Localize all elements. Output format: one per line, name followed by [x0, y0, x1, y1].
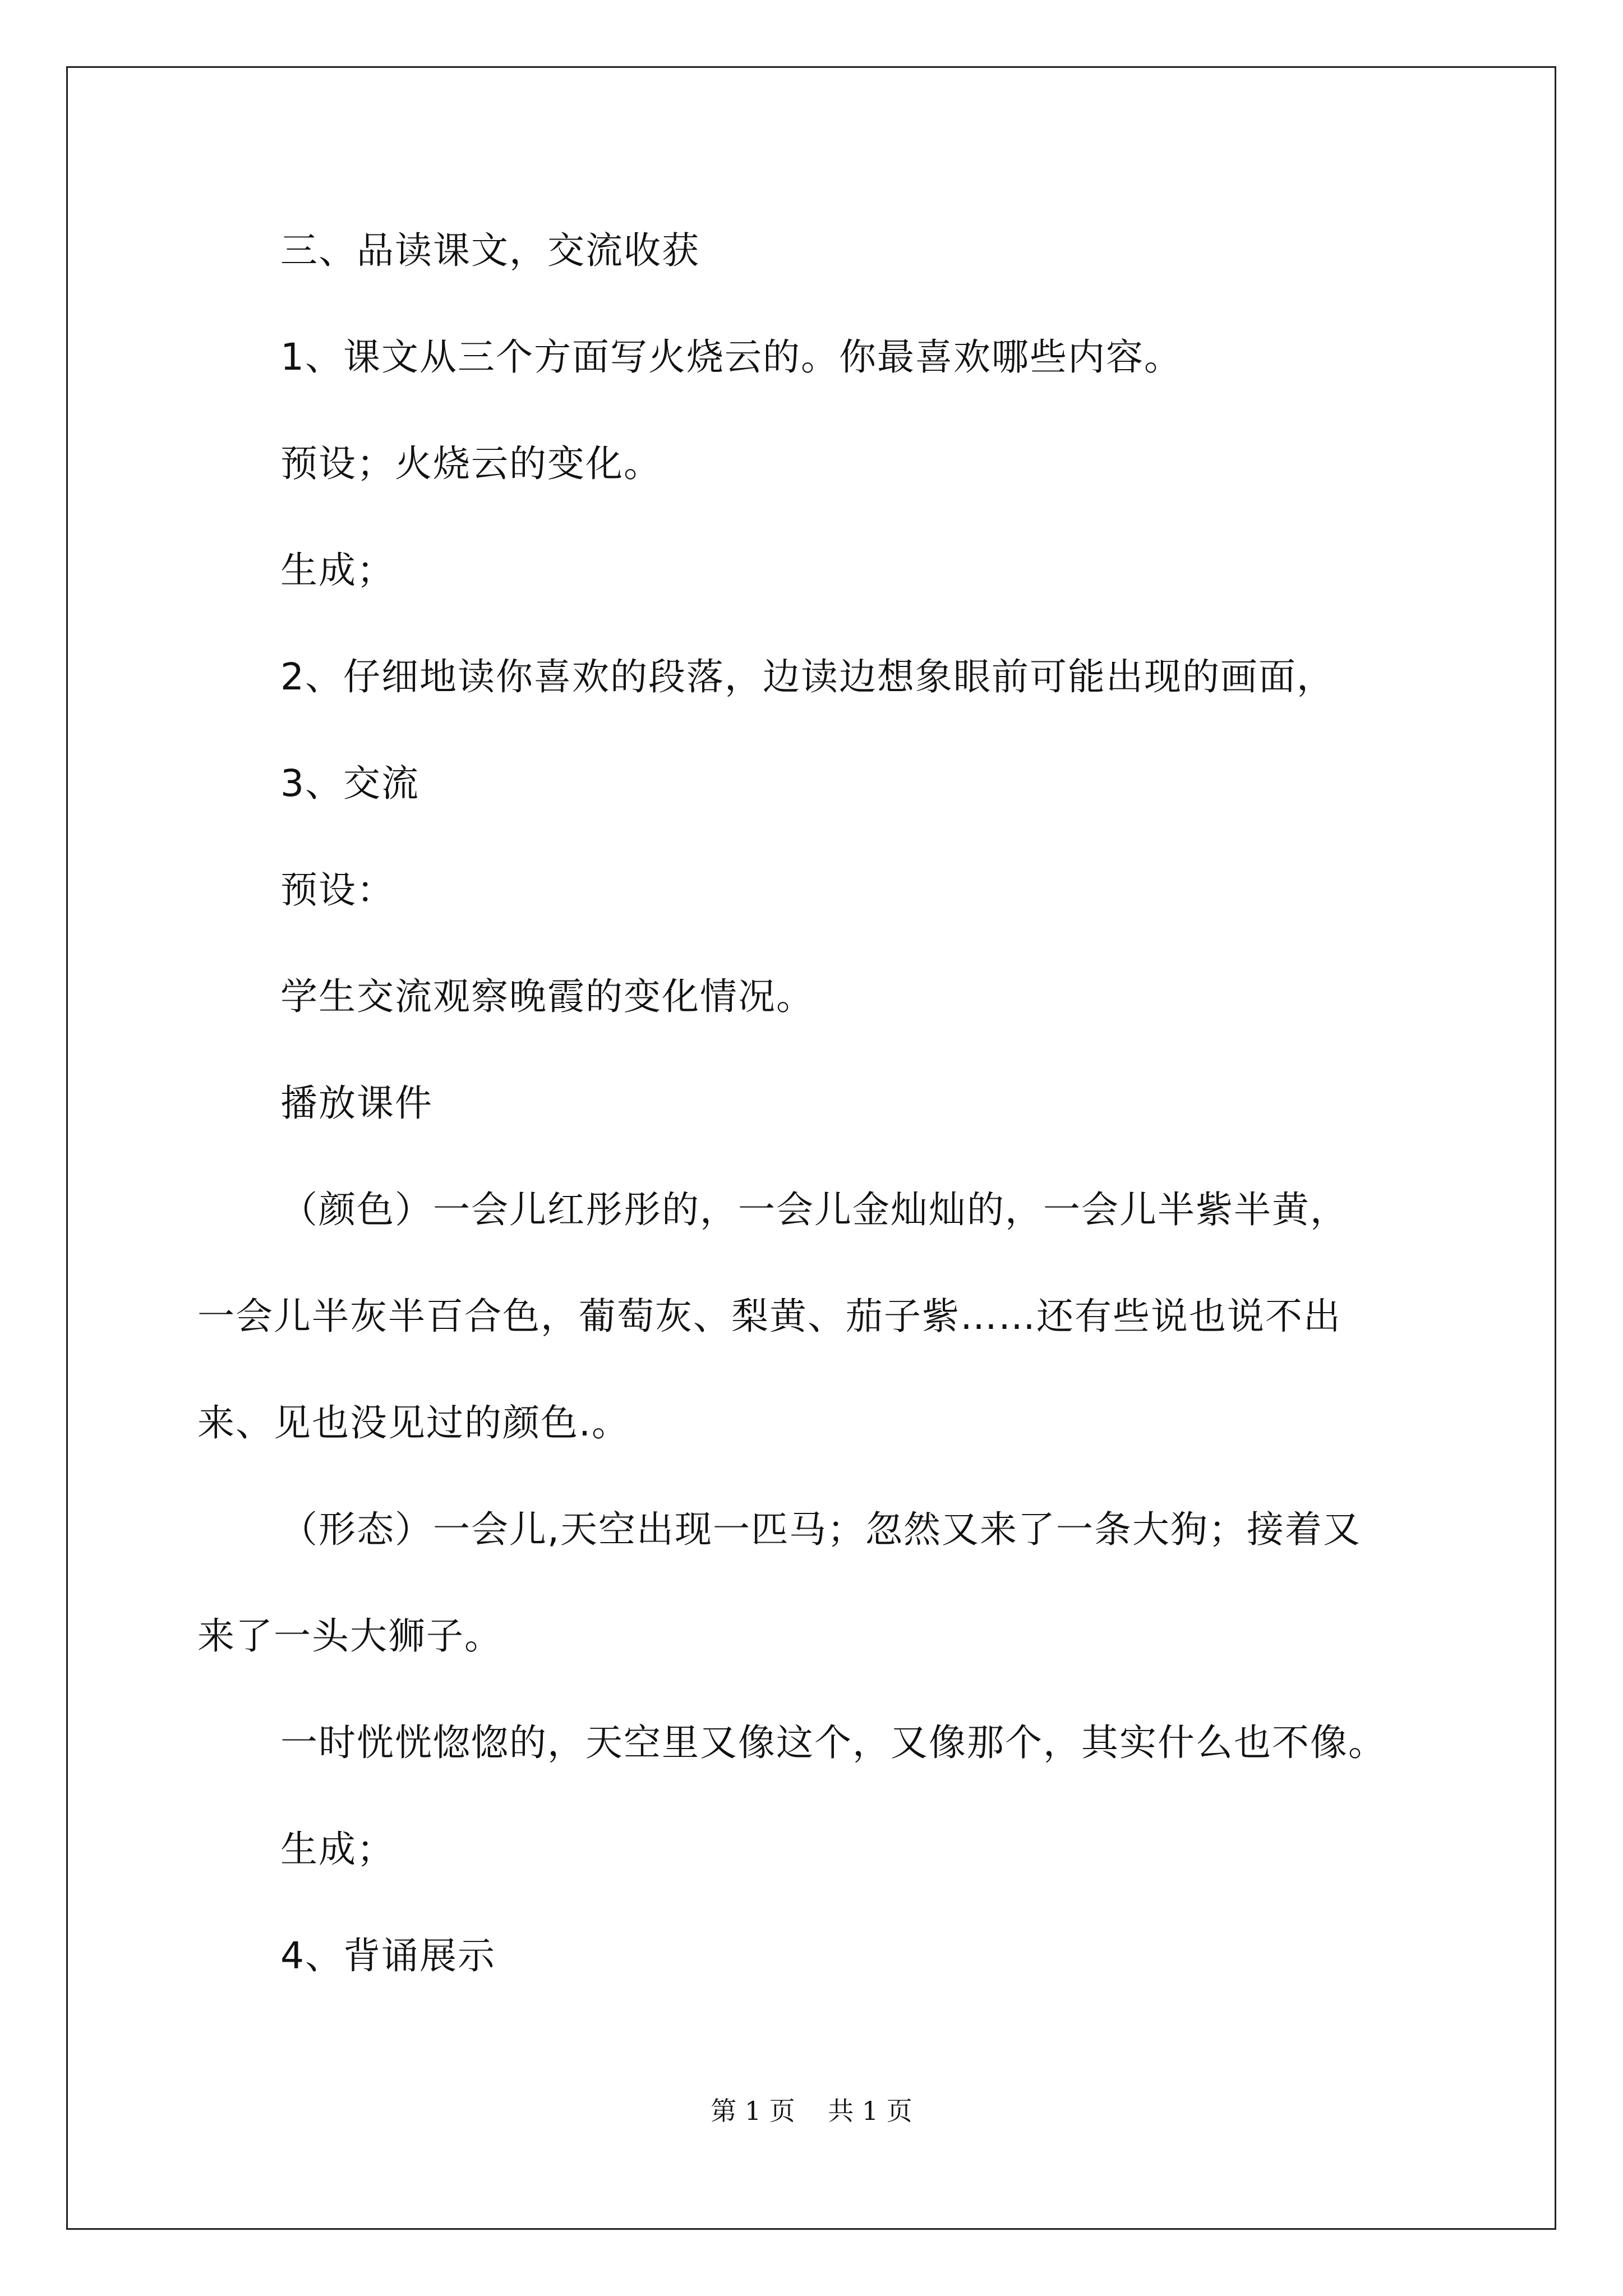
paragraph-line: 1、课文从三个方面写火烧云的。你最喜欢哪些内容。 [280, 335, 1182, 379]
paragraph-line: 3、交流 [280, 762, 419, 805]
paragraph-line: 2、仔细地读你喜欢的段落，边读边想象眼前可能出现的画面， [280, 655, 1335, 698]
paragraph-line: 预设；火烧云的变化。 [280, 442, 662, 485]
paragraph-line: 一时恍恍惚惚的，天空里又像这个，又像那个，其实什么也不像。 [280, 1721, 1386, 1764]
page-border [66, 66, 1556, 2230]
paragraph-line: 预设： [280, 868, 395, 912]
paragraph-line: 4、背诵展示 [280, 1934, 496, 1977]
paragraph-line: 来了一头大狮子。 [197, 1614, 502, 1658]
paragraph-line: 来、见也没见过的颜色.。 [197, 1401, 630, 1444]
paragraph-line: 播放课件 [280, 1082, 433, 1125]
section-heading: 三、品读课文，交流收获 [280, 229, 700, 272]
paragraph-line: 生成； [280, 1828, 395, 1871]
paragraph-line: 一会儿半灰半百合色，葡萄灰、梨黄、茄子紫……还有些说也说不出 [197, 1295, 1341, 1338]
paragraph-line: 学生交流观察晚霞的变化情况。 [280, 975, 814, 1018]
paragraph-line: 生成； [280, 549, 395, 592]
page-number: 第 1 页 共 1 页 [711, 2096, 912, 2126]
paragraph-line: （形态）一会儿,天空出现一匹马；忽然又来了一条大狗；接着又 [280, 1508, 1361, 1551]
paragraph-line: （颜色）一会儿红彤彤的，一会儿金灿灿的，一会儿半紫半黄， [280, 1188, 1348, 1231]
